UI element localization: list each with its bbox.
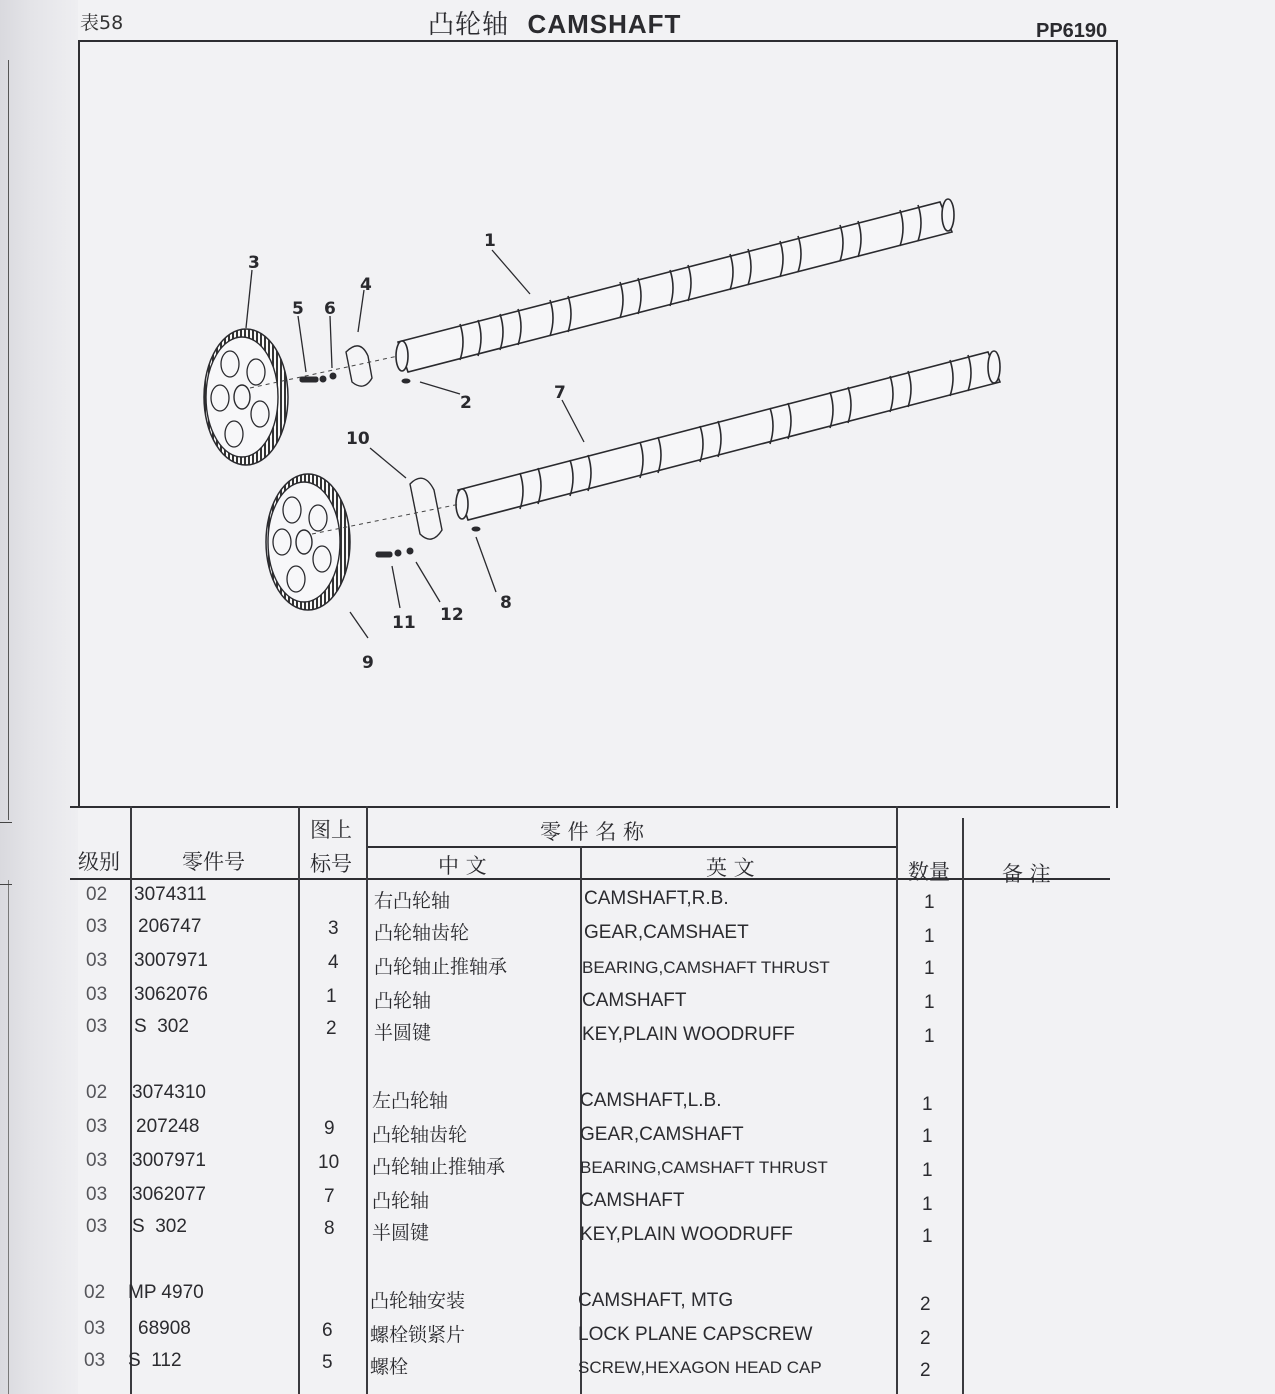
row-ref-number: 1: [326, 986, 337, 1007]
row-level: 03: [86, 916, 108, 937]
col-divider-ref: [366, 806, 368, 1394]
row-name-cn: 左凸轮轴: [372, 1090, 449, 1112]
row-part-number: S 112: [128, 1350, 182, 1371]
row-name-cn: 凸轮轴安装: [370, 1290, 466, 1312]
camshaft-upper-drawing: [396, 199, 954, 372]
row-name-cn: 螺栓锁紧片: [370, 1324, 466, 1346]
callout-11: 11: [392, 613, 416, 633]
col-divider-qty: [962, 818, 964, 1394]
callout-3: 3: [248, 253, 260, 273]
row-part-number: 3062076: [134, 984, 208, 1005]
col-divider-en: [896, 806, 898, 1394]
row-name-cn: 凸轮轴齿轮: [374, 922, 470, 944]
camshaft-lower-drawing: [456, 351, 1000, 520]
row-name-en: CAMSHAFT: [582, 990, 687, 1011]
header-name-english: 英 文: [706, 856, 755, 880]
camshaft-exploded-diagram: [80, 42, 1120, 812]
row-ref-number: 3: [328, 918, 339, 939]
row-quantity: 2: [920, 1328, 931, 1349]
left-page-border: [8, 60, 9, 820]
row-name-en: CAMSHAFT: [580, 1190, 685, 1211]
row-part-number: 3062077: [132, 1184, 206, 1205]
header-bottom-rule: [70, 878, 1110, 880]
row-part-number: 3007971: [134, 950, 208, 971]
callout-9: 9: [362, 653, 374, 673]
row-part-number: 3007971: [132, 1150, 206, 1171]
engine-model-code: PP6190: [1036, 20, 1108, 42]
row-quantity: 1: [924, 892, 935, 913]
row-quantity: 1: [922, 1194, 933, 1215]
row-name-en: BEARING,CAMSHAFT THRUST: [580, 1158, 828, 1177]
name-group-rule: [366, 846, 896, 848]
row-name-en: KEY,PLAIN WOODRUFF: [580, 1224, 793, 1245]
row-quantity: 1: [924, 1026, 935, 1047]
camshaft-gear-lower-drawing: [266, 474, 350, 610]
row-name-cn: 凸轮轴: [374, 990, 432, 1012]
callout-5: 5: [292, 299, 304, 319]
row-quantity: 1: [922, 1094, 933, 1115]
row-part-number: MP 4970: [128, 1282, 204, 1303]
row-level: 02: [86, 884, 108, 905]
callout-2: 2: [460, 393, 472, 413]
row-ref-number: 4: [328, 952, 339, 973]
book-spine: [0, 0, 78, 1394]
row-quantity: 1: [922, 1126, 933, 1147]
row-part-number: 3074310: [132, 1082, 206, 1103]
row-ref-number: 2: [326, 1018, 337, 1039]
row-name-en: CAMSHAFT, MTG: [578, 1290, 734, 1311]
row-level: 03: [84, 1350, 106, 1371]
row-part-number: 3074311: [134, 884, 207, 905]
row-level: 03: [86, 984, 108, 1005]
callout-6: 6: [324, 299, 336, 319]
row-name-cn: 螺栓: [370, 1356, 409, 1378]
row-ref-number: 8: [324, 1218, 335, 1239]
row-part-number: 206747: [138, 916, 202, 937]
callout-8: 8: [500, 593, 512, 613]
header-name-chinese: 中 文: [438, 854, 487, 878]
row-quantity: 1: [922, 1226, 933, 1247]
parts-list-table: [70, 806, 1110, 1394]
row-level: 03: [86, 1184, 108, 1205]
left-page-tick-lower: [0, 884, 12, 885]
row-quantity: 1: [924, 926, 935, 947]
camshaft-gear-upper-drawing: [204, 329, 288, 465]
row-level: 03: [86, 950, 108, 971]
header-quantity: 数量: [908, 860, 950, 884]
row-name-cn: 凸轮轴齿轮: [372, 1124, 468, 1146]
row-name-en: GEAR,CAMSHAFT: [580, 1124, 744, 1145]
row-part-number: S 302: [134, 1016, 189, 1037]
callout-12: 12: [440, 605, 464, 625]
row-level: 03: [86, 1216, 108, 1237]
page-title-en: CAMSHAFT: [527, 9, 682, 39]
row-name-cn: 凸轮轴止推轴承: [374, 956, 508, 978]
callout-7: 7: [554, 383, 566, 403]
page-title-cn: 凸轮轴: [428, 10, 510, 40]
row-name-en: GEAR,CAMSHAET: [584, 922, 749, 943]
callout-4: 4: [360, 275, 372, 295]
row-quantity: 1: [924, 992, 935, 1013]
page-title: [428, 4, 681, 41]
row-level: 02: [86, 1082, 108, 1103]
row-level: 03: [86, 1150, 108, 1171]
row-name-cn: 凸轮轴: [372, 1190, 430, 1212]
row-level: 02: [84, 1282, 106, 1303]
row-name-en: KEY,PLAIN WOODRUFF: [582, 1024, 795, 1045]
header-ref-line2: 标号: [310, 852, 352, 876]
callout-10: 10: [346, 429, 370, 449]
row-name-en: CAMSHAFT,L.B.: [580, 1090, 722, 1111]
row-quantity: 1: [924, 958, 935, 979]
header-level: 级别: [78, 850, 120, 874]
header-ref-line1: 图上: [310, 818, 352, 842]
row-ref-number: 7: [324, 1186, 335, 1207]
row-name-en: LOCK PLANE CAPSCREW: [578, 1324, 813, 1345]
left-page-border-lower: [8, 880, 9, 1394]
row-name-cn: 凸轮轴止推轴承: [372, 1156, 506, 1178]
row-name-cn: 半圆键: [372, 1222, 430, 1244]
row-ref-number: 6: [322, 1320, 333, 1341]
header-part-number: 零件号: [182, 850, 245, 874]
row-name-en: SCREW,HEXAGON HEAD CAP: [578, 1358, 822, 1377]
row-ref-number: 10: [318, 1152, 340, 1173]
table-top-rule: [70, 806, 1110, 808]
header-part-name-group: 零 件 名 称: [540, 820, 645, 844]
exploded-view-figure: [78, 40, 1118, 808]
row-name-cn: 右凸轮轴: [374, 890, 451, 912]
row-name-en: CAMSHAFT,R.B.: [584, 888, 729, 909]
left-page-tick: [0, 822, 12, 823]
row-name-cn: 半圆键: [374, 1022, 432, 1044]
row-part-number: 207248: [136, 1116, 200, 1137]
row-level: 03: [86, 1116, 108, 1137]
header-remarks: 备 注: [1002, 862, 1051, 886]
row-part-number: 68908: [138, 1318, 191, 1339]
row-quantity: 2: [920, 1294, 931, 1315]
row-part-number: S 302: [132, 1216, 187, 1237]
row-quantity: 2: [920, 1360, 931, 1381]
row-ref-number: 5: [322, 1352, 333, 1373]
row-ref-number: 9: [324, 1118, 335, 1139]
row-quantity: 1: [922, 1160, 933, 1181]
row-name-en: BEARING,CAMSHAFT THRUST: [582, 958, 830, 977]
table-number-label: 表58: [80, 12, 124, 34]
row-level: 03: [86, 1016, 108, 1037]
row-level: 03: [84, 1318, 106, 1339]
col-divider-partno: [298, 806, 300, 1394]
callout-1: 1: [484, 231, 496, 251]
